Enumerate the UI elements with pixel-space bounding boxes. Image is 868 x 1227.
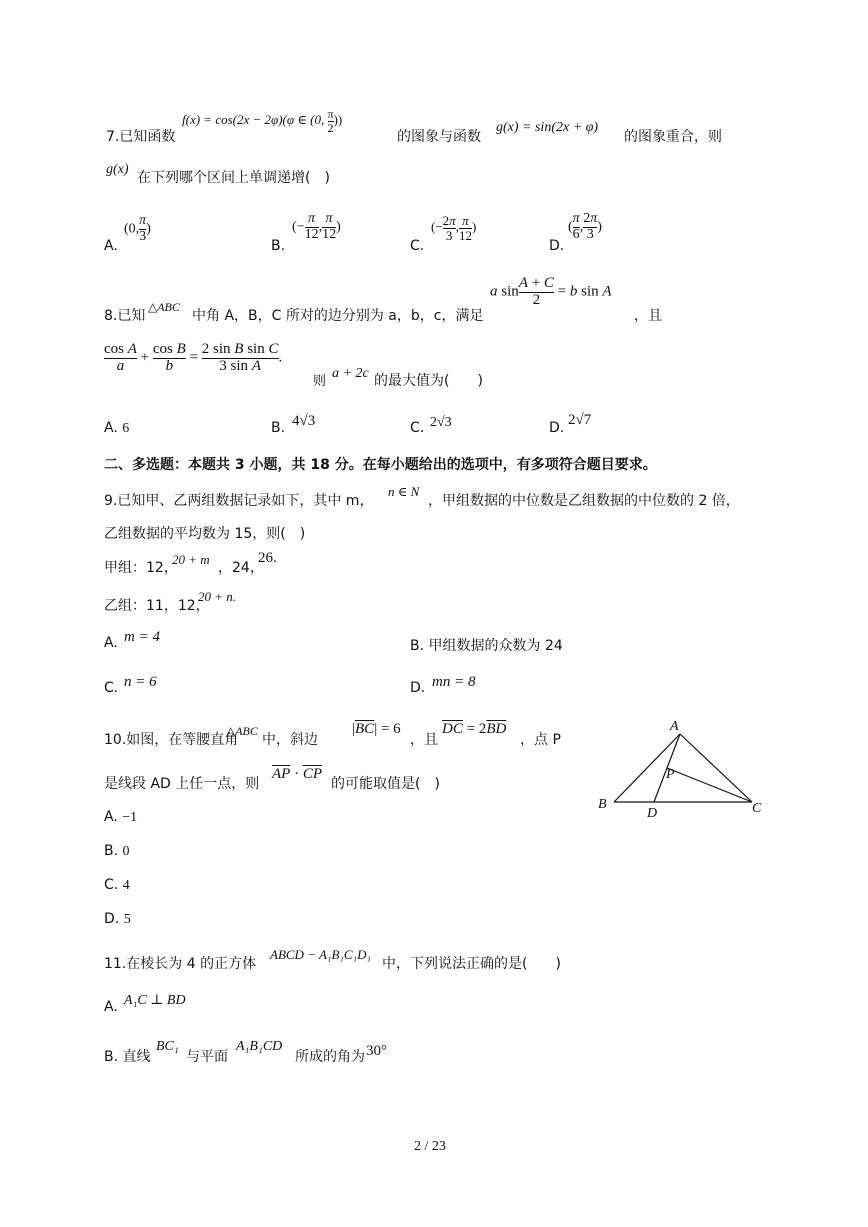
q10-line1b: 中，斜边 bbox=[262, 732, 318, 748]
q9-group-a-label: 甲组：12， bbox=[104, 560, 178, 576]
q8-text3: 则 bbox=[313, 374, 327, 389]
q8-option-d-label: D. bbox=[549, 420, 565, 436]
q8-equation-2: $\frac{\text{cos A}}{a}$ + $\frac{\text{cos B}}{b}$ = $\frac{\text{2 sin B sin C}}{\text{3 sin A}}$ . bbox=[104, 341, 283, 374]
q10-line2a: 是线段 AD 上任一点，则 bbox=[104, 776, 260, 792]
segment-pc bbox=[667, 768, 752, 802]
q10-option-a: A. −1 bbox=[104, 809, 138, 825]
q7-line2-text: 在下列哪个区间上单调递增( ) bbox=[137, 170, 330, 186]
q7-option-b-label: B. bbox=[271, 238, 286, 254]
q10-option-d: D. 5 bbox=[104, 911, 131, 927]
q8-option-b-value: 4√3 bbox=[292, 413, 316, 429]
q10-bc-length: $|\overline{BC}| = 6$ bbox=[352, 721, 401, 737]
q10-triangle: △ABC bbox=[226, 724, 258, 738]
q9-group-b-n: 20 + n. bbox=[198, 589, 237, 604]
q7-option-d-value: ( $\frac{\pi}{6}$ , $\frac{2\pi}{3}$ ) bbox=[568, 211, 602, 242]
q9-group-a-m: 20 + m bbox=[172, 552, 210, 567]
q10-option-c: C. 4 bbox=[104, 877, 130, 893]
q8-option-c-label: C. bbox=[410, 420, 425, 436]
label-p: P bbox=[666, 767, 675, 782]
label-d: D bbox=[647, 806, 658, 821]
q10-line1a: 10.如图，在等腰直角 bbox=[104, 732, 239, 748]
q11-option-a-value: A₁C ⊥ BD bbox=[124, 993, 186, 1008]
q7-option-a-value: (0, $\frac{\pi}{3}$ ) bbox=[124, 213, 151, 244]
q7-option-a-label: A. bbox=[104, 238, 118, 254]
q11-option-b-tail: 所成的角为 bbox=[295, 1049, 365, 1065]
q10-dot-product: $\overline{AP} \cdot \overline{CP}$ bbox=[272, 766, 322, 782]
q11-option-b-line: BC₁ bbox=[156, 1039, 179, 1054]
q9-group-a-last: 26. bbox=[258, 550, 277, 566]
q10-option-b: B. 0 bbox=[104, 843, 130, 859]
q7-option-c-value: (− $\frac{2\pi}{3}$ , $\frac{\pi}{12}$ ) bbox=[431, 213, 477, 243]
q8-prefix: 8.已知 bbox=[104, 308, 146, 324]
q8-option-b-label: B. bbox=[271, 420, 286, 436]
q9-group-b-label: 乙组：11，12， bbox=[104, 598, 210, 614]
q8-equation-1: a sin $\frac{A + C}{2}$ = b sin A bbox=[490, 275, 612, 308]
label-a: A bbox=[670, 719, 679, 734]
q10-line1d: ，点 P bbox=[520, 732, 561, 748]
q8-triangle: △ABC bbox=[148, 300, 180, 314]
q9-option-c-label: C. bbox=[104, 680, 119, 696]
q10-line2b: 的可能取值是( ) bbox=[331, 776, 440, 792]
q8-option-a: A. 6 bbox=[104, 420, 130, 436]
q11-option-b-angle: 30° bbox=[366, 1043, 387, 1059]
q9-line1b: ，甲组数据的中位数是乙组数据的中位数的 2 倍， bbox=[428, 493, 740, 509]
q9-option-a-label: A. bbox=[104, 635, 118, 651]
q11-line1b: 中，下列说法正确的是( ) bbox=[382, 956, 561, 972]
page-number: 2 / 23 bbox=[414, 1139, 446, 1154]
q9-option-b: B. 甲组数据的众数为 24 bbox=[410, 638, 563, 654]
q9-line1: 9.已知甲、乙两组数据记录如下，其中 m， bbox=[104, 493, 374, 509]
label-c: C bbox=[752, 801, 762, 816]
q9-option-a-value: m = 4 bbox=[124, 629, 160, 645]
label-b: B bbox=[598, 797, 607, 812]
q10-line1c: ，且 bbox=[410, 732, 438, 748]
q7-line2-g: g(x) bbox=[106, 162, 129, 177]
q8-option-c-value: 2√3 bbox=[430, 415, 452, 430]
section-2-heading: 二、多选题：本题共 3 小题，共 18 分。在每小题给出的选项中，有多项符合题目要求。 bbox=[104, 457, 657, 473]
q11-cube: ABCD − A₁B₁C₁D₁ bbox=[270, 947, 371, 962]
q8-text1: 中角 A，B，C 所对的边分别为 a，b，c，满足 bbox=[192, 308, 484, 324]
q11-line1a: 11.在棱长为 4 的正方体 bbox=[104, 956, 257, 972]
q7-mid-text: 的图象与函数 bbox=[397, 129, 481, 145]
q7-prefix: 7.已知函数 bbox=[106, 129, 176, 145]
q7-pi-over-2: $\frac{\pi}{2}$ bbox=[327, 107, 334, 135]
q11-option-a-label: A. bbox=[104, 999, 118, 1015]
q8-text2: ，且 bbox=[634, 308, 662, 324]
q9-group-a-rest: ，24， bbox=[218, 560, 264, 576]
q7-f-expression: f(x) = cos(2x − 2φ)(φ ∈ (0, $\frac{\pi}{2}$ )) bbox=[182, 107, 343, 135]
q10-triangle-figure bbox=[590, 712, 780, 822]
q8-expression: a + 2c bbox=[332, 366, 369, 381]
q9-set: n ∈ N bbox=[388, 484, 420, 499]
q9-option-d-label: D. bbox=[410, 680, 426, 696]
segment-ac bbox=[680, 734, 752, 802]
q7-option-b-value: (− $\frac{\pi}{12}$ , $\frac{\pi}{12}$ ) bbox=[292, 211, 341, 242]
q11-option-b-plane: A₁B₁CD bbox=[236, 1039, 283, 1054]
q8-text4: 的最大值为( ) bbox=[374, 373, 483, 389]
q7-option-c-label: C. bbox=[410, 238, 425, 254]
q9-option-c-value: n = 6 bbox=[124, 674, 157, 690]
q7-option-d-label: D. bbox=[549, 238, 565, 254]
q11-option-b-mid: 与平面 bbox=[186, 1049, 228, 1065]
q11-option-b-label: B. 直线 bbox=[104, 1049, 151, 1065]
q9-line2: 乙组数据的平均数为 15，则( ) bbox=[104, 526, 306, 542]
q7-suffix: 的图象重合，则 bbox=[624, 129, 722, 145]
q10-dc-relation: $\overline{DC} = 2\overline{BD}$ bbox=[442, 721, 507, 737]
q7-g-expression: g(x) = sin(2x + φ) bbox=[496, 120, 599, 135]
q9-option-d-value: mn = 8 bbox=[432, 674, 476, 690]
q8-option-d-value: 2√7 bbox=[568, 412, 592, 428]
